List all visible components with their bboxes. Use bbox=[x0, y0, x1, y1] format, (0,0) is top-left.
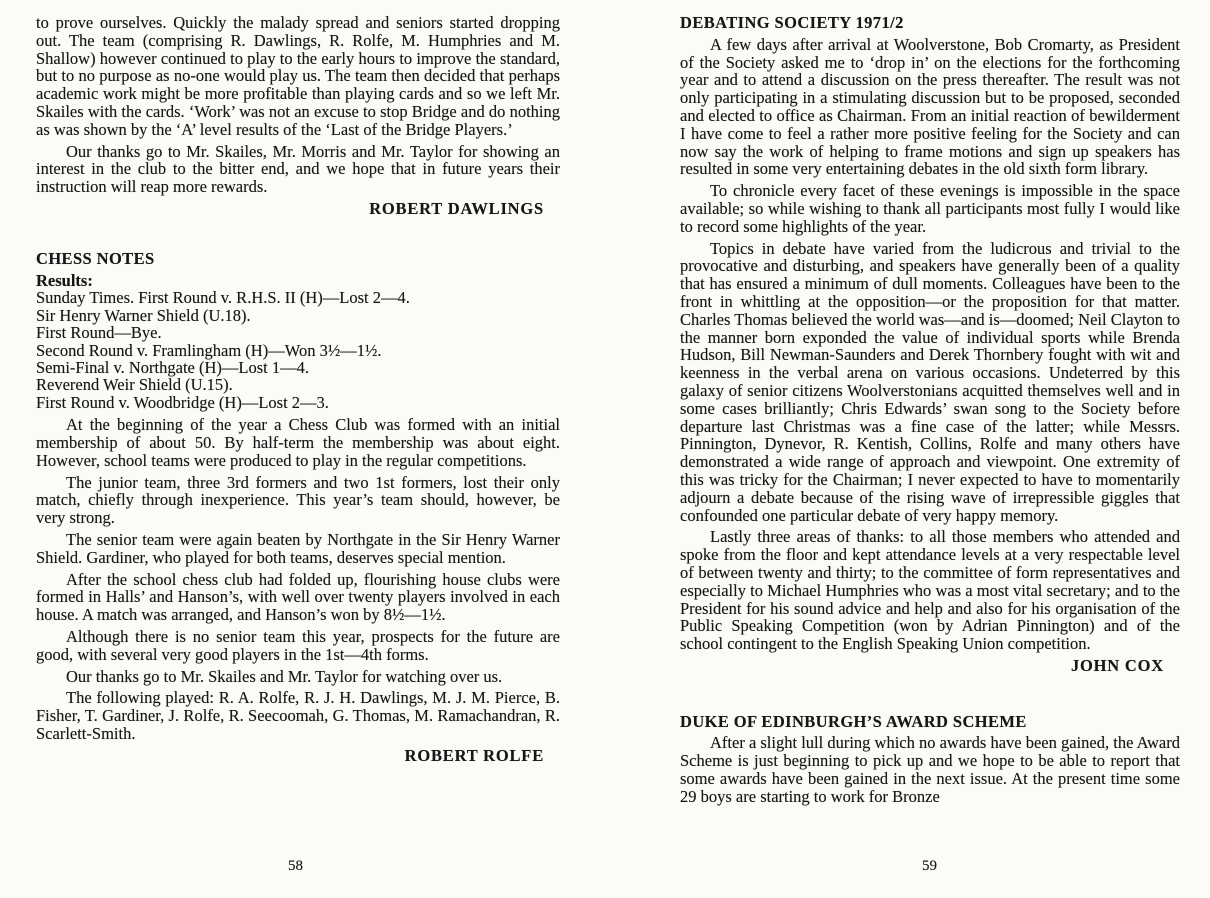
chess-paragraph: At the beginning of the year a Chess Club was formed with an initial membership of about 50. By half-term the membership was about eight. However, school teams were produced to play in the regular competitions. bbox=[36, 415, 560, 470]
page-number-right: 59 bbox=[922, 858, 937, 874]
debating-society-section bbox=[680, 14, 1180, 675]
debating-paragraph: Topics in debate have varied from the ludicrous and trivial to the provocative and disturbing, and speakers have generally been of a quality that has ensured a minimum of dull moments. Colleagues have been to the front in whittling at the opposition—or the proposition for that matter. Charles Thomas believed the world was—and is—doomed; Neil Clayton to the manner born exponded the value of individual sports while Brenda Hudson, Bill Newman-Saunders and Derek Thornbery fought with wit and keenness in the verbal arena on various occasions. Undeterred by this galaxy of senior citizens Woolverstonians acquitted themselves well and in some cases brilliantly; Chris Edwards’ swan song to the Society before departure last Christmas was a fine case of the latter; while Messrs. Pinnington, Dynevor, R. Kentish, Collins, Rolfe and many others have demonstrated a wide range of approach and viewpoint. One extremity of this was tricky for the Chairman; I never expected to have to momentarily adjourn a debate because of the rising wave of irrepressible giggles that confounded one particular debate of very happy memory. bbox=[680, 238, 1180, 525]
chess-paragraph: The following played: R. A. Rolfe, R. J. H. Dawlings, M. J. M. Pierce, B. Fisher, T. Gardiner, J. Rolfe, R. Seecoomah, G. Thomas, M. Ramachandran, R. Scarlett-Smith. bbox=[36, 688, 560, 743]
chess-result-line: Semi-Final v. Northgate (H)—Lost 1—4. bbox=[36, 357, 309, 377]
debating-paragraph: To chronicle every facet of these evenings is impossible in the space available; so while wishing to thank all participants most fully I would like to record some highlights of the year. bbox=[680, 181, 1180, 236]
chess-result-line: Sunday Times. First Round v. R.H.S. II (H)—Lost 2—4. bbox=[36, 288, 410, 308]
chess-paragraph: The senior team were again beaten by Northgate in the Sir Henry Warner Shield. Gardiner, who played for both teams, deserves special mention. bbox=[36, 529, 560, 567]
left-page-column bbox=[36, 14, 560, 806]
chess-body bbox=[36, 416, 560, 743]
debating-paragraph: A few days after arrival at Woolverstone, Bob Cromarty, as President of the Society asked me to ‘drop in’ on the elections for the forthcoming year and to attend a discussion on the press thereafter. The result was not only participating in a stimulating discussion but to be proposed, seconded and elected to office as Chairman. From an initial reaction of bewilderment I have come to feel a rather more positive feeling for the Society and can now say the work of helping to frame motions and sign up speakers has resulted in some very entertaining debates in the old sixth form library. bbox=[680, 34, 1180, 179]
award-paragraph: After a slight lull during which no awards have been gained, the Award Scheme is just beginning to pick up and we hope to be able to report that some awards have been gained in the next issue. At the present time some 29 boys are starting to work for Bronze bbox=[680, 733, 1180, 806]
chess-result-line: Reverend Weir Shield (U.15). bbox=[36, 375, 233, 395]
bridge-club-section bbox=[36, 14, 560, 218]
right-page-column bbox=[680, 14, 1180, 806]
chess-notes-section bbox=[36, 250, 560, 765]
chess-result-line: Sir Henry Warner Shield (U.18). bbox=[36, 305, 251, 325]
results-label: Results: bbox=[36, 270, 93, 290]
chess-paragraph: The junior team, three 3rd formers and two 1st formers, lost their only match, chiefly through inexperience. This year’s team should, however, be very strong. bbox=[36, 472, 560, 528]
chess-result-line: First Round—Bye. bbox=[36, 323, 162, 343]
chess-paragraph: After the school chess club had folded up, flourishing house clubs were formed in Halls’ and Hanson’s, with well over twenty players involved in each house. A match was arranged, and Hanson’s won by 8½—1½. bbox=[36, 569, 560, 625]
chess-results-list bbox=[36, 289, 560, 411]
bridge-paragraph: Our thanks go to Mr. Skailes, Mr. Morris and Mr. Taylor for showing an interest in the club to the bitter end, and we hope that in future years their instruction will reap more rewards. bbox=[36, 141, 560, 197]
award-scheme-section bbox=[680, 713, 1180, 806]
debating-society-heading: DEBATING SOCIETY 1971/2 bbox=[680, 13, 904, 32]
page-number-left: 58 bbox=[288, 858, 303, 874]
chess-result-line: First Round v. Woodbridge (H)—Lost 2—3. bbox=[36, 392, 329, 412]
chess-paragraph: Although there is no senior team this year, prospects for the future are good, with several very good players in the 1st—4th forms. bbox=[36, 626, 560, 664]
chess-result-line: Second Round v. Framlingham (H)—Won 3½—1½. bbox=[36, 340, 382, 360]
debating-paragraph: Lastly three areas of thanks: to all those members who attended and spoke from the floor and kept attendance levels at a very respectable level of between twenty and thirty; to the committee of form representatives and especially to Michael Humphries who was a most vital secretary; and to the President for his sound advice and help and also for his organisation of the Public Speaking Competition (won by Adrian Pinnington) and of the school contingent to the English Speaking Union competition. bbox=[680, 527, 1180, 654]
bridge-signature: ROBERT DAWLINGS bbox=[369, 198, 544, 218]
award-scheme-heading: DUKE OF EDINBURGH’S AWARD SCHEME bbox=[680, 711, 1027, 731]
bridge-paragraph: to prove ourselves. Quickly the malady spread and seniors started dropping out. The team (comprising R. Dawlings, R. Rolfe, M. Humphries and M. Shallow) however continued to play to the early hours to improve the standard, but to no purpose as no-one would play us. The team then decided that perhaps academic work might be more profitable than playing cards and so we left Mr. Skailes with the cards. ‘Work’ was not an excuse to stop Bridge and do nothing as was shown by the ‘A’ level results of the ‘Last of the Bridge Players.’ bbox=[36, 13, 560, 139]
debating-signature: JOHN COX bbox=[1070, 655, 1164, 675]
chess-signature: ROBERT ROLFE bbox=[404, 745, 544, 765]
chess-notes-heading: CHESS NOTES bbox=[36, 248, 155, 268]
chess-paragraph: Our thanks go to Mr. Skailes and Mr. Taylor for watching over us. bbox=[66, 666, 503, 686]
